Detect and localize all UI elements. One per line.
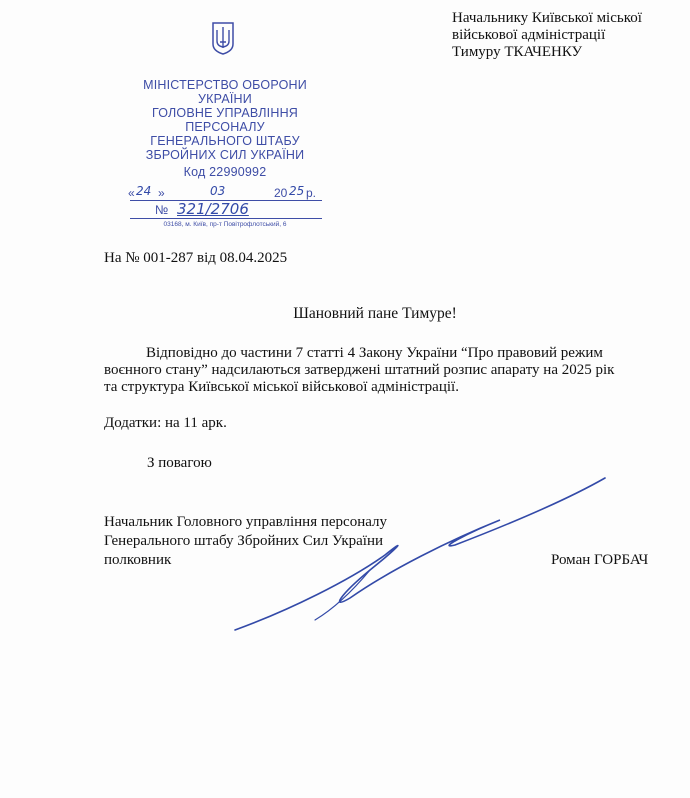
stamp-line-4: ПЕРСОНАЛУ [185,120,265,134]
closing: З повагою [147,455,212,471]
letter-body [104,345,664,396]
stamp-date-month: 03 [210,184,226,198]
stamp-line-3: ГОЛОВНЕ УПРАВЛІННЯ [151,106,299,120]
signature-title-line-3: полковник [104,552,172,568]
recipient-line-2: військової адміністрації [452,27,606,43]
greeting: Шановний пане Тимуре! [293,305,457,322]
recipient-line-1: Начальнику Київської міської [452,10,642,26]
stamp-date-day: 24 [136,184,152,198]
signature-title-line-1: Начальник Головного управління персоналу [104,514,387,530]
body-line-1: Відповідно до частини 7 статті 4 Закону України “Про правовий режим [146,345,603,361]
letter-page: МІНІСТЕРСТВО ОБОРОНИ УКРАЇНИ ГОЛОВНЕ УПРАВЛІННЯ ПЕРСОНАЛУ ГЕНЕРАЛЬНОГО ШТАБУ ЗБРОЙНИХ СИЛ УКРАЇНИ Код 22990992 « 24 » 03 20 25 р. № 321/2706 03168, м. Київ, пр-т Повітрофлотський, 6 Начальнику Київської міської військової адміністрації Тимуру ТКАЧЕНКУ На № 001-287 від 08.04.2025 Шановний пане Тимуре! Відповідно до частини 7 статті 4 Закону України “Про правовий режим воєнного стану” надсилаються затверджені штатний розпис апарату на 2025 рік та структура Київської міської військової адміністрації. Додатки: на 11 арк. З повагою Начальник Головного управління персоналу Генерального штабу Збройних Сил України полковник Роман ГОРБАЧ [0,0,690,798]
stamp-date-year-suffix: 25 [289,184,305,198]
stamp-number-label: № [155,203,169,217]
stamp-number-underline [130,218,322,219]
attachments-note: Додатки: на 11 арк. [104,415,227,431]
stamp-date-year-letter: р. [306,186,317,200]
recipient-block [452,10,642,61]
body-line-3: та структура Київської міської військової адміністрації. [104,379,459,395]
trident-emblem-icon [210,20,236,56]
signature-title-line-2: Генерального штабу Збройних Сил України [104,533,384,549]
stamp-line-5: ГЕНЕРАЛЬНОГО ШТАБУ [150,134,300,148]
stamp-address: 03168, м. Київ, пр-т Повітрофлотський, 6 [163,221,287,228]
stamp-line-2: УКРАЇНИ [198,92,252,106]
signer-name: Роман ГОРБАЧ [551,552,649,568]
recipient-line-3: Тимуру ТКАЧЕНКУ [452,44,583,60]
stamp-number-value: 321/2706 [177,200,249,218]
stamp-code: Код 22990992 [183,165,267,179]
stamp-date-year-prefix: 20 [274,186,288,200]
stamp-line-6: ЗБРОЙНИХ СИЛ УКРАЇНИ [145,148,305,162]
stamp-line-1: МІНІСТЕРСТВО ОБОРОНИ [143,78,307,92]
body-line-2: воєнного стану” надсилаються затверджені штатний розпис апарату на 2025 рік [104,362,615,378]
reference-number: На № 001-287 від 08.04.2025 [104,250,288,266]
